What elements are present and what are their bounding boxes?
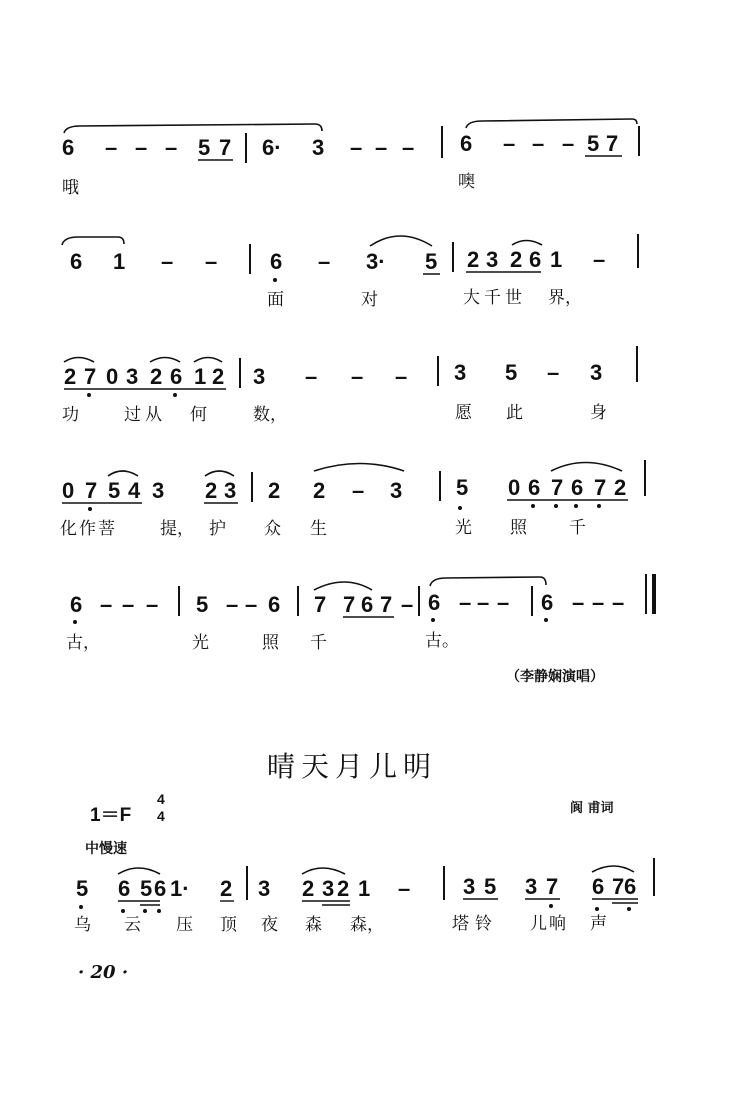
slur-arc — [194, 358, 222, 363]
note: 2 — [220, 876, 233, 901]
note: 7 — [606, 131, 619, 156]
note: – — [305, 364, 318, 389]
note: 3 — [253, 364, 266, 389]
note: – — [122, 592, 135, 617]
note: 5 — [484, 874, 497, 899]
lyric: 云 — [124, 915, 141, 935]
lyric: 古。 — [425, 631, 459, 651]
slur-arc — [150, 358, 180, 363]
note: 1· — [170, 876, 190, 901]
note: – — [401, 592, 414, 617]
lyric: 生 — [310, 519, 327, 539]
note: 6· — [262, 135, 282, 160]
lyric: 压 — [176, 915, 193, 935]
octave-dot — [431, 618, 435, 622]
note: 3 — [258, 876, 271, 901]
note: 7 — [551, 475, 564, 500]
tie-arc — [64, 124, 322, 133]
note: 6 — [528, 475, 541, 500]
note: 6 — [70, 249, 83, 274]
tie-arc — [62, 237, 124, 245]
note: 6 — [118, 876, 131, 901]
note: 7 — [219, 135, 232, 160]
note: 1 — [194, 364, 207, 389]
note: – — [350, 135, 363, 160]
note: 3 — [525, 874, 538, 899]
note: 5 — [456, 475, 469, 500]
octave-dot — [121, 909, 125, 913]
note: 5 — [505, 360, 518, 385]
time-signature-top: 4 — [157, 791, 165, 807]
note: 1 — [113, 249, 126, 274]
key-signature: 1＝F — [90, 805, 132, 826]
note: 3 — [322, 876, 335, 901]
note: 2 — [205, 478, 218, 503]
note: 2 — [268, 478, 281, 503]
note: – — [612, 590, 625, 615]
note: – — [477, 590, 490, 615]
note: 2 — [150, 364, 163, 389]
octave-dot — [574, 504, 578, 508]
note: 4 — [128, 478, 141, 503]
lyric: 光 — [455, 518, 472, 538]
note: 6 — [268, 592, 281, 617]
note: – — [398, 876, 411, 901]
note: – — [100, 592, 113, 617]
note: 7 — [546, 874, 559, 899]
note: – — [352, 478, 365, 503]
note: 3· — [366, 249, 386, 274]
slur-arc — [118, 868, 160, 874]
note: 3 — [312, 135, 325, 160]
note: 7 — [84, 364, 97, 389]
note: 2 — [313, 478, 326, 503]
note: 3 — [463, 874, 476, 899]
lyric: 塔铃 — [452, 914, 498, 934]
note: 7 — [380, 592, 393, 617]
note: 6 — [529, 247, 542, 272]
note: 2 — [510, 247, 523, 272]
note: 5 — [76, 876, 89, 901]
tempo-marking: 中慢速 — [85, 841, 127, 857]
lyric: 愿 — [455, 403, 472, 423]
note: – — [351, 364, 364, 389]
note: – — [562, 131, 575, 156]
note: 7 — [85, 478, 98, 503]
octave-dot — [273, 278, 277, 282]
note: – — [161, 249, 174, 274]
tie-arc — [430, 577, 546, 586]
note: 1 — [358, 876, 371, 901]
lyric: 儿响 — [530, 914, 568, 934]
song-title: 晴天月儿明 — [267, 750, 438, 783]
note: 3 — [590, 360, 603, 385]
lyric: 声 — [590, 914, 607, 934]
note: – — [205, 249, 218, 274]
note: 6 — [70, 592, 83, 617]
note: – — [572, 590, 585, 615]
lyric: 光 — [192, 633, 209, 653]
note: 1 — [550, 247, 563, 272]
lyric: 森 — [305, 915, 322, 935]
note: – — [165, 135, 178, 160]
note: 6 — [541, 590, 554, 615]
note: 5 — [140, 876, 153, 901]
octave-dot — [549, 904, 553, 908]
performer-credit: （李静娴演唱） — [506, 669, 604, 685]
page-number: · 20 · — [78, 962, 129, 983]
octave-dot — [627, 907, 631, 911]
octave-dot — [531, 504, 535, 508]
lyric: 界， — [548, 288, 582, 308]
lyric: 数， — [253, 405, 287, 425]
octave-dot — [554, 504, 558, 508]
note: 6 — [592, 874, 605, 899]
tie-arc — [466, 119, 637, 128]
note: 6 — [170, 364, 183, 389]
lyric: 大千世 — [463, 288, 526, 308]
lyric: 对 — [361, 290, 378, 310]
note: – — [532, 131, 545, 156]
slur-arc — [314, 582, 372, 590]
octave-dot — [143, 909, 147, 913]
lyric: 千 — [310, 633, 327, 653]
octave-dot — [79, 905, 83, 909]
lyricist-credit: 阆 甫词 — [570, 801, 614, 816]
note: 3 — [390, 478, 403, 503]
note: – — [245, 592, 258, 617]
note: 2 — [302, 876, 315, 901]
note: 2 — [337, 876, 350, 901]
note: – — [105, 135, 118, 160]
note: 7 — [314, 592, 327, 617]
note: – — [497, 590, 510, 615]
note: – — [146, 592, 159, 617]
note: 5 — [587, 131, 600, 156]
note: 0 — [106, 364, 119, 389]
note: – — [226, 592, 239, 617]
note: 6 — [460, 131, 473, 156]
lyric: 千 — [569, 518, 586, 538]
note: – — [395, 364, 408, 389]
lyric: 提， — [160, 519, 194, 539]
note: – — [592, 590, 605, 615]
slur-arc — [302, 868, 345, 874]
octave-dot — [157, 909, 161, 913]
note: 0 — [508, 475, 521, 500]
note: – — [135, 135, 148, 160]
note: 3 — [224, 478, 237, 503]
lyric: 化作菩 — [60, 519, 117, 539]
note: 5 — [198, 135, 211, 160]
note: 5 — [425, 249, 438, 274]
note: 0 — [62, 478, 75, 503]
slur-arc — [370, 236, 432, 246]
note: 2 — [64, 364, 77, 389]
note: 7 — [594, 475, 607, 500]
slur-arc — [512, 241, 542, 246]
note: 5 — [108, 478, 121, 503]
note: – — [318, 249, 331, 274]
note: 7 — [343, 592, 356, 617]
note: – — [402, 135, 415, 160]
slur-arc — [314, 464, 404, 472]
note: – — [459, 590, 472, 615]
note: 2 — [614, 475, 627, 500]
note: 6 — [154, 876, 167, 901]
slur-arc — [108, 471, 138, 476]
note: 3 — [486, 247, 499, 272]
note: 6 — [428, 590, 441, 615]
lyric: 身 — [590, 403, 607, 423]
note: 6 — [270, 249, 283, 274]
lyric: 森， — [350, 915, 384, 935]
slur-arc — [64, 358, 94, 363]
lyric: 功 — [62, 405, 79, 425]
note: 3 — [126, 364, 139, 389]
note: 2 — [212, 364, 225, 389]
note: 6 — [361, 592, 374, 617]
lyric: 夜 — [261, 915, 278, 935]
octave-dot — [88, 507, 92, 511]
slur-arc — [592, 866, 634, 872]
note: 6 — [571, 475, 584, 500]
note: – — [547, 360, 560, 385]
lyric: 众 — [264, 519, 281, 539]
octave-dot — [87, 393, 91, 397]
lyric: 顶 — [220, 915, 237, 935]
note: – — [593, 247, 606, 272]
octave-dot — [73, 620, 77, 624]
octave-dot — [544, 618, 548, 622]
lyric: 护 — [209, 519, 226, 539]
note: 3 — [152, 478, 165, 503]
lyric: 照 — [262, 633, 279, 653]
slur-arc — [205, 471, 234, 476]
lyric: 古， — [66, 633, 100, 653]
lyric: 哦 — [62, 178, 79, 198]
octave-dot — [595, 907, 599, 911]
octave-dot — [173, 393, 177, 397]
slur-arc — [551, 463, 622, 472]
lyric: 此 — [506, 403, 523, 423]
note: 6 — [624, 874, 637, 899]
note: 5 — [196, 592, 209, 617]
lyric: 面 — [267, 290, 284, 310]
note: – — [503, 131, 516, 156]
note: 2 — [467, 247, 480, 272]
octave-dot — [458, 506, 462, 510]
lyric: 噢 — [458, 172, 475, 192]
octave-dot — [597, 504, 601, 508]
note: 6 — [62, 135, 75, 160]
lyric: 何 — [190, 405, 207, 425]
time-signature-bottom: 4 — [157, 808, 165, 824]
lyric: 乌 — [74, 915, 91, 935]
note: 3 — [454, 360, 467, 385]
lyric: 照 — [510, 518, 527, 538]
lyric: 过从 — [124, 405, 166, 425]
note: – — [375, 135, 388, 160]
note: 7 — [612, 874, 625, 899]
